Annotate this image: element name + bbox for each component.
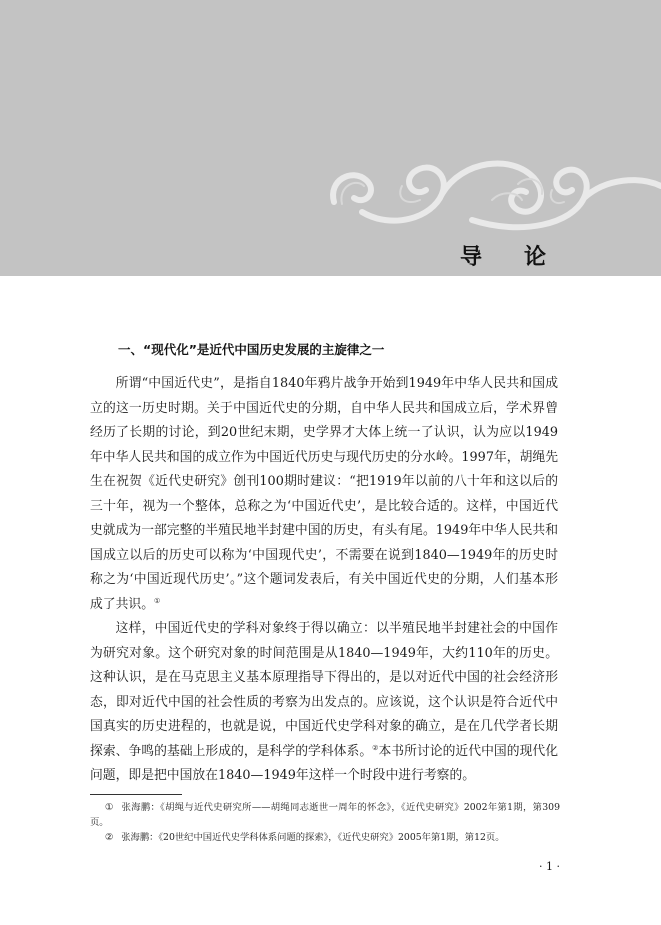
footnote-ref[interactable]: ② — [372, 743, 379, 752]
chapter-banner — [0, 0, 661, 276]
footnote-ref[interactable]: ① — [153, 596, 161, 605]
chapter-title: 导 论 — [460, 245, 557, 270]
body-text — [90, 372, 558, 789]
footnote-mark: ① — [104, 802, 114, 813]
page-number: · 1 · — [539, 860, 560, 873]
paragraph: 这样，中国近代史的学科对象终于得以确立：以半殖民地半封建社会的中国作为研究对象。这个研究对象的时间范围是从1840—1949年，大约110年的历史。这种认识，是在马克思主义基本原理指导下得出的，是以对近代中国的社会经济形态，即对近代中国的社会性质的考察为出发点的。应该说，这个认识是符合近代中国真实的历史进程的，也就是说，中国近代史学科对象的确立，是在几代学者长期探索、争鸣的基础上形成的，是科学的学科体系。②本书所讨论的近代中国的现代化问题，即是把中国放在1840—1949年这样一个时段中进行考察的。 — [90, 621, 559, 783]
footnotes — [90, 800, 560, 845]
footnote-mark: ② — [104, 832, 114, 843]
section-heading: 一、“现代化”是近代中国历史发展的主旋律之一 — [118, 342, 385, 357]
footnote-divider — [90, 794, 182, 795]
cloud-scroll-ornament — [322, 140, 661, 240]
footnote: ① 张海鹏：《胡绳与近代史研究所——胡绳同志逝世一周年的怀念》，《近代史研究》2002年第1期，第309页。 — [90, 802, 560, 828]
paragraph: 所谓“中国近代史”，是指自1840年鸦片战争开始到1949年中华人民共和国成立的这一历史时期。关于中国近代史的分期，自中华人民共和国成立后，学术界曾经历了长期的讨论，到20世纪末期，史学界才大体上统一了认识，认为应以1949年中华人民共和国的成立作为中国近代历史与现代历史的分水岭。1997年，胡绳先生在祝贺《近代史研究》创刊100期时建议：“把1919年以前的八十年和这以后的三十年，视为一个整体，总称之为‘中国近代史’，是比较合适的。这样，中国近代史就成为一部完整的半殖民地半封建中国的历史，有头有尾。1949年中华人民共和国成立以后的历史可以称为‘中国现代史’，不需要在说到1840—1949年的历史时称之为‘中国近现代历史’。”这个题词发表后，有关中国近代史的分期，人们基本形成了共识。① — [90, 376, 558, 612]
footnote: ② 张海鹏：《20世纪中国近代史学科体系问题的探索》，《近代史研究》2005年第1期，第12页。 — [104, 832, 505, 843]
